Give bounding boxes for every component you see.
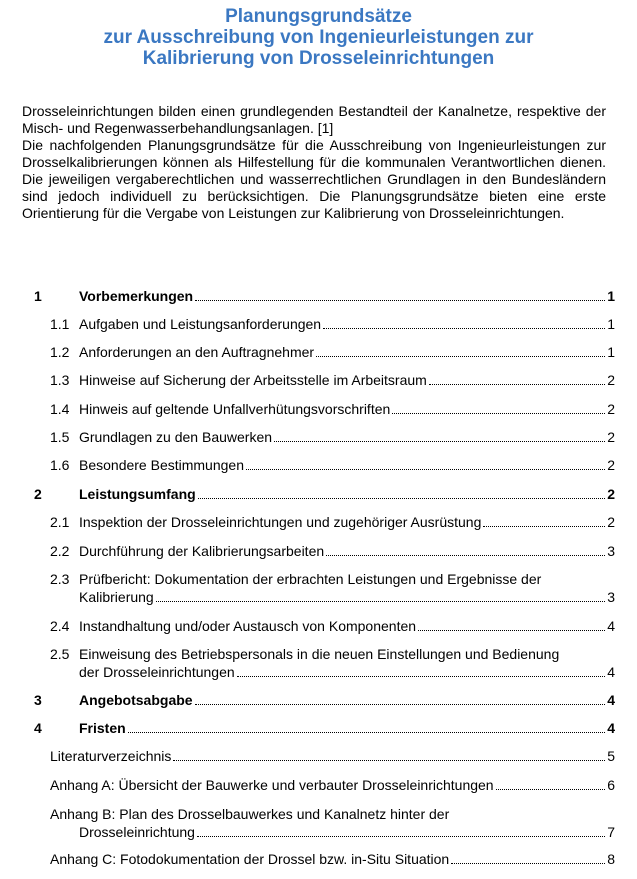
toc-number: 1 xyxy=(34,288,42,304)
toc-title-line-1: Anhang B: Plan des Drosselbauwerkes und Kanalnetz hinter der xyxy=(50,806,450,822)
toc-leader xyxy=(326,555,605,556)
toc-page: 2 xyxy=(607,401,615,417)
toc-number: 1.1 xyxy=(50,316,70,332)
toc-title-line-1: Prüfbericht: Dokumentation der erbrachten Leistungen und Ergebnisse der xyxy=(79,571,542,587)
toc-leader xyxy=(316,356,605,357)
toc-number: 2.5 xyxy=(50,646,70,662)
toc-number: 3 xyxy=(34,692,42,708)
toc-page: 2 xyxy=(607,514,615,530)
toc-title: Aufgaben und Leistungsanforderungen xyxy=(79,316,322,332)
toc-page: 4 xyxy=(607,720,615,736)
title-line-2: zur Ausschreibung von Ingenieurleistungen zur xyxy=(103,27,534,48)
toc-title: Leistungsumfang xyxy=(79,486,196,502)
toc-page: 4 xyxy=(607,692,615,708)
toc-title: Instandhaltung und/oder Austausch von Komponenten xyxy=(79,618,417,634)
toc-page: 3 xyxy=(607,589,615,605)
toc-page: 3 xyxy=(607,543,615,559)
toc-number: 2.3 xyxy=(50,571,70,587)
toc-leader xyxy=(274,441,605,442)
toc-title: Hinweis auf geltende Unfallverhütungsvorschriften xyxy=(79,401,391,417)
toc-entry-2-3[interactable] xyxy=(0,570,637,606)
toc-page: 4 xyxy=(607,664,615,680)
toc-page: 4 xyxy=(607,618,615,634)
toc-entry-appendix-b[interactable] xyxy=(0,805,637,841)
toc-entry-2-5[interactable] xyxy=(0,645,637,681)
toc-number: 2 xyxy=(34,486,42,502)
toc-title-line-2: Kalibrierung xyxy=(79,589,154,605)
toc-page: 6 xyxy=(607,777,615,793)
toc-leader xyxy=(195,300,605,301)
toc-leader xyxy=(195,704,605,705)
toc-title-line-1: Einweisung des Betriebspersonals in die neuen Einstellungen und Bedienung xyxy=(79,646,560,662)
toc-leader xyxy=(237,676,605,677)
toc-title-line-2: Drosseleinrichtung xyxy=(79,824,195,840)
toc-title: Besondere Bestimmungen xyxy=(79,457,244,473)
intro-paragraph-1: Drosseleinrichtungen bilden einen grundlegenden Bestandteil der Kanalnetze, respektive der Misch- und Regenwasserbehandlungsanlagen. [1] xyxy=(22,103,606,136)
toc-leader xyxy=(128,732,605,733)
toc-leader xyxy=(173,760,605,761)
toc-page: 5 xyxy=(607,748,615,764)
toc-number: 1.2 xyxy=(50,344,70,360)
toc-leader xyxy=(418,630,605,631)
toc-number: 1.3 xyxy=(50,372,70,388)
intro-paragraph-2: Die nachfolgenden Planungsgrundsätze für die Ausschreibung von Ingenieurleistungen zur Drosselkalibrierungen können als Hilfestellung für die kommunalen Verantwortlichen dienen. Die jeweiligen vergaberechtlichen und wasserrechtlichen Grundlagen in den Bundesländern sind jedoch individuell zu berücksichtigen. Die Planungsgrundsätze bieten eine erste Orientierung für die Vergabe von Leistungen zur Kalibrierung von Drosseleinrichtungen. xyxy=(22,137,606,221)
toc-title: Durchführung der Kalibrierungsarbeiten xyxy=(79,543,325,559)
toc-leader xyxy=(392,413,605,414)
toc-number: 1.6 xyxy=(50,457,70,473)
toc-leader xyxy=(429,384,605,385)
toc-page: 1 xyxy=(607,316,615,332)
toc-leader xyxy=(323,328,605,329)
toc-leader xyxy=(246,469,605,470)
title-line-3: Kalibrierung von Drosseleinrichtungen xyxy=(142,48,495,69)
toc-title: Vorbemerkungen xyxy=(79,288,194,304)
toc-title: Fristen xyxy=(79,720,126,736)
toc-title: Literaturverzeichnis xyxy=(50,748,172,764)
toc-page: 2 xyxy=(607,372,615,388)
toc-page: 2 xyxy=(607,486,615,502)
toc-page: 2 xyxy=(607,457,615,473)
toc-title: Hinweise auf Sicherung der Arbeitsstelle im Arbeitsraum xyxy=(79,372,427,388)
toc-page: 1 xyxy=(607,288,615,304)
toc-leader xyxy=(156,601,605,602)
toc-title: Grundlagen zu den Bauwerken xyxy=(79,429,273,445)
toc-page: 8 xyxy=(607,851,615,867)
toc-title-line-2: der Drosseleinrichtungen xyxy=(79,664,235,680)
toc-number: 2.1 xyxy=(50,514,70,530)
toc-leader xyxy=(198,498,605,499)
toc-number: 1.5 xyxy=(50,429,70,445)
toc-leader xyxy=(197,836,605,837)
toc-title: Angebotsabgabe xyxy=(79,692,193,708)
toc-page: 7 xyxy=(607,824,615,840)
toc-title: Anhang C: Fotodokumentation der Drossel bzw. in-Situ Situation xyxy=(50,851,450,867)
toc-leader xyxy=(483,526,605,527)
toc-number: 2.2 xyxy=(50,543,70,559)
toc-leader xyxy=(451,863,605,864)
toc-title: Anforderungen an den Auftragnehmer xyxy=(79,344,315,360)
toc-title: Inspektion der Drosseleinrichtungen und zugehöriger Ausrüstung xyxy=(79,514,482,530)
toc-number: 2.4 xyxy=(50,618,70,634)
toc-page: 1 xyxy=(607,344,615,360)
toc-leader xyxy=(496,789,605,790)
toc-number: 1.4 xyxy=(50,401,70,417)
title-line-1: Planungsgrundsätze xyxy=(225,6,412,27)
toc-title: Anhang A: Übersicht der Bauwerke und verbauter Drosseleinrichtungen xyxy=(50,777,494,793)
toc-page: 2 xyxy=(607,429,615,445)
toc-number: 4 xyxy=(34,720,42,736)
